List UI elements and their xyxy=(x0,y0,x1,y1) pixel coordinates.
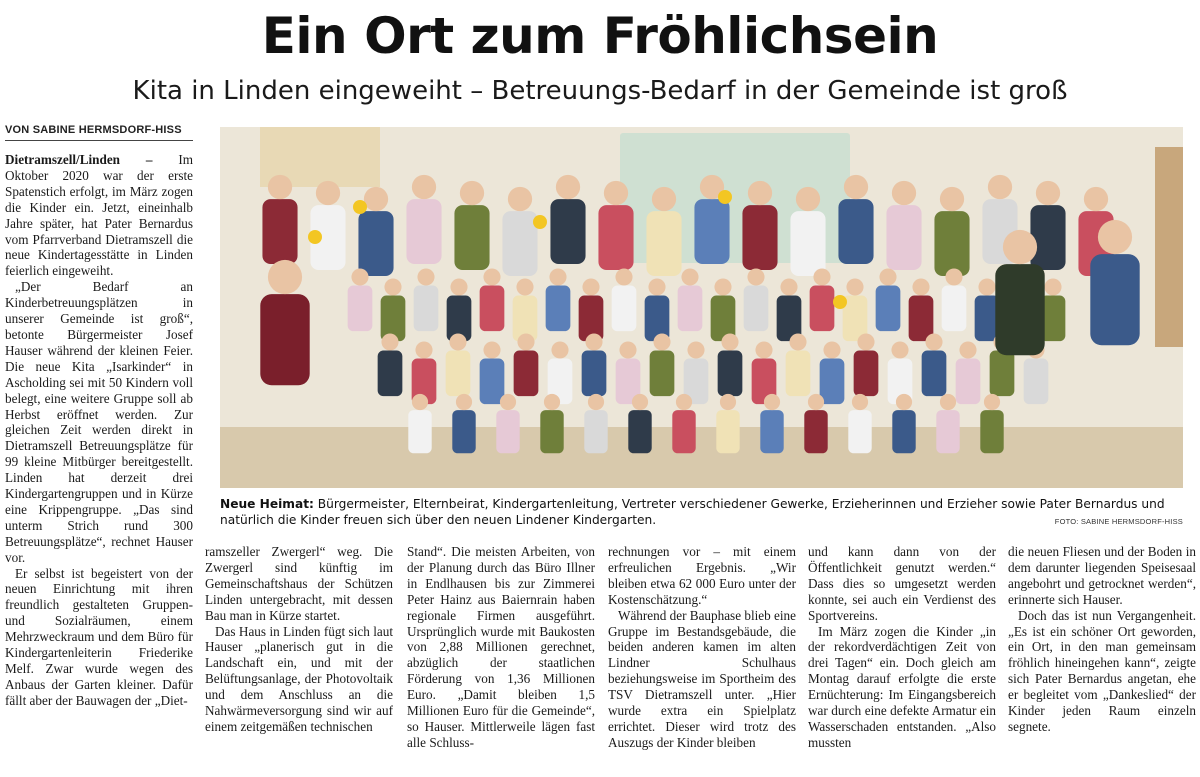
person-body xyxy=(502,211,537,276)
sunflower xyxy=(533,215,547,229)
person-head xyxy=(891,341,908,358)
article-column-2 xyxy=(205,544,393,774)
person-head xyxy=(450,278,467,295)
person-body xyxy=(936,410,959,453)
person-body xyxy=(612,286,637,332)
person-head xyxy=(585,333,602,350)
person-body xyxy=(760,410,783,453)
person-body xyxy=(406,199,441,264)
person-head xyxy=(516,278,533,295)
caption-label: Neue Heimat: xyxy=(220,497,314,511)
person-head xyxy=(556,175,580,199)
article-headline: Ein Ort zum Fröhlichsein xyxy=(261,7,939,65)
person-head xyxy=(653,333,670,350)
person-body xyxy=(886,205,921,270)
person-body xyxy=(540,410,563,453)
sunflower xyxy=(718,190,732,204)
person-head xyxy=(517,333,534,350)
person-body xyxy=(838,199,873,264)
person-body xyxy=(550,199,585,264)
person-body xyxy=(598,205,633,270)
person-head xyxy=(619,341,636,358)
sunflower xyxy=(833,295,847,309)
person-body xyxy=(980,410,1003,453)
person-head xyxy=(588,394,604,410)
photo-floor xyxy=(220,427,1183,488)
group-photo-illustration xyxy=(220,127,1183,488)
person-head xyxy=(852,394,868,410)
person-head xyxy=(808,394,824,410)
person-head xyxy=(879,268,896,285)
person-head xyxy=(412,394,428,410)
person-head xyxy=(813,268,830,285)
person-head xyxy=(483,268,500,285)
person-body xyxy=(628,410,651,453)
person-head xyxy=(456,394,472,410)
person-head xyxy=(857,333,874,350)
article-paragraph: Doch das ist nun Vergangenheit. „Es ist ein schöner Ort geworden, ein Ort, in den man gemeinsam fröhlich hineingehen kann“, zeigte sich Pater Bernardus angetan, ehe er begleitet vom „Dankeslied“ der Kinder jeden Raum einzeln segnete. xyxy=(1008,607,1196,734)
person-body xyxy=(678,286,703,332)
person-body xyxy=(694,199,729,264)
person-head xyxy=(483,341,500,358)
person-body xyxy=(995,264,1044,355)
person-head xyxy=(755,341,772,358)
photo-door-frame xyxy=(1155,147,1183,347)
person-body xyxy=(718,351,743,397)
person-body xyxy=(260,294,309,385)
article-column-3 xyxy=(407,544,595,774)
person-head xyxy=(988,175,1012,199)
article-paragraph: ramszeller Zwergerl“ weg. Die Zwergerl sind künftig im Gemeinschaftshaus der Schützen Linden untergebracht, mit dessen Bau man in Kürze startet. xyxy=(205,544,393,623)
person-body xyxy=(990,351,1015,397)
person-body xyxy=(934,211,969,276)
person-head xyxy=(417,268,434,285)
person-head xyxy=(959,341,976,358)
person-head xyxy=(844,175,868,199)
person-body xyxy=(786,351,811,397)
person-body xyxy=(546,286,571,332)
person-head xyxy=(945,268,962,285)
person-body xyxy=(514,351,539,397)
person-head xyxy=(500,394,516,410)
person-body xyxy=(414,286,439,332)
person-head xyxy=(912,278,929,295)
person-head xyxy=(604,181,628,205)
person-head xyxy=(1044,278,1061,295)
person-head xyxy=(615,268,632,285)
person-body xyxy=(446,351,471,397)
person-head xyxy=(268,175,292,199)
person-head xyxy=(789,333,806,350)
article-paragraph: Stand“. Die meisten Arbeiten, von der Planung durch das Büro Illner in Endlhausen bis zur Zimmerei Peter Hainz aus Baiernrain haben regionale Firmen ausgeführt. Ursprünglich wurde mit Baukosten von 2,88 Millionen gerechnet, abzüglich der staatlichen Förderung von 1,36 Millionen Euro. „Damit bleiben 1,5 Millionen Euro für die Gemeinde“, so Hauser. Mittlerweile lägen fast alle Schluss- xyxy=(407,544,595,750)
article-paragraph xyxy=(5,152,193,279)
person-body xyxy=(810,286,835,332)
article-paragraph: Im März zogen die Kinder „in der rekordverdächtigen Zeit von drei Tagen“ ein. Doch gleich am Montag darauf erfolgte die erste Ernüchterung: Im Eingangsbereich war durch eine defekte Armatur ein Wasserschaden entstanden. „Also mussten xyxy=(808,623,996,750)
person-head xyxy=(714,278,731,295)
person-body xyxy=(909,296,934,342)
article-column-5 xyxy=(808,544,996,774)
article-paragraph: Er selbst ist begeistert von der neuen Einrichtung mit ihren freundlich gestalteten Gruppen- und Sozialräumen, einem Mehrzweckraum und dem Büro für Kindergartenleiterin Friederike Melf. Zwar wurde wegen des Anbaus der Garten kleiner. Dafür fällt aber der Bauwagen der „Diet- xyxy=(5,565,193,708)
person-head xyxy=(316,181,340,205)
person-head xyxy=(1098,220,1132,254)
person-head xyxy=(796,187,820,211)
person-head xyxy=(1003,230,1037,264)
person-head xyxy=(978,278,995,295)
person-body xyxy=(582,351,607,397)
person-head xyxy=(940,394,956,410)
photo-caption xyxy=(220,496,1183,528)
person-body xyxy=(876,286,901,332)
group-photo xyxy=(220,127,1183,488)
person-body xyxy=(790,211,825,276)
person-head xyxy=(681,268,698,285)
person-head xyxy=(415,341,432,358)
article-subheadline: Kita in Linden eingeweiht – Betreuungs-Bedarf in der Gemeinde ist groß xyxy=(132,76,1068,106)
person-head xyxy=(544,394,560,410)
paragraph-text: Im Oktober 2020 war der erste Spatenstich erfolgt, im März zogen die Kinder ein. Jetzt, eineinhalb Jahre später, hat Pater Bernardus vom Pfarrverband Dietramszell die neue Kindertagesstätte in Linden feierlich eingeweiht. xyxy=(5,152,193,279)
article-paragraph: Während der Bauphase blieb eine Gruppe im Bestandsgebäude, die beiden anderen kamen im alten Lindner Schulhaus beziehungsweise im Sportheim des TSV Dietramszell unter. „Hier wurde extra ein Spielplatz errichtet. Dieser wird trotz des Auszugs der Kinder bleiben xyxy=(608,607,796,750)
person-head xyxy=(648,278,665,295)
person-body xyxy=(454,205,489,270)
person-head xyxy=(896,394,912,410)
person-head xyxy=(449,333,466,350)
photo-credit: FOTO: SABINE HERMSDORF-HISS xyxy=(1054,517,1183,526)
person-head xyxy=(1084,187,1108,211)
person-body xyxy=(716,410,739,453)
article-column-1 xyxy=(5,152,193,774)
person-body xyxy=(742,205,777,270)
person-head xyxy=(720,394,736,410)
person-head xyxy=(381,333,398,350)
person-body xyxy=(672,410,695,453)
person-head xyxy=(764,394,780,410)
person-body xyxy=(408,410,431,453)
person-body xyxy=(480,359,505,405)
person-body xyxy=(1030,205,1065,270)
person-head xyxy=(687,341,704,358)
person-head xyxy=(551,341,568,358)
article-column-4 xyxy=(608,544,796,774)
person-head xyxy=(984,394,1000,410)
article-paragraph: rechnungen vor – mit einem erfreulichen Ergebnis. „Wir bleiben etwa 62 000 Euro unter der Kostenschätzung.“ xyxy=(608,544,796,607)
person-head xyxy=(364,187,388,211)
article-byline: VON SABINE HERMSDORF-HISS xyxy=(5,124,193,141)
person-body xyxy=(496,410,519,453)
article-paragraph: „Der Bedarf an Kinderbetreuungsplätzen in unserer Gemeinde ist groß“, betonte Bürgermeister Josef Hauser während der kleinen Feier. Die neue Kita „Isarkinder“ in Ascholding sei mit 50 Kindern voll belegt, eine weitere Gruppe soll ab Herbst eröffnet werden. Zur gleichen Zeit werden direkt in Dietramszell Betreuungsplätze für 99 kleine Mitbürger bereitgestellt. Linden hat derzeit drei Kindergartengruppen und in Kürze eine Krippengruppe. „Das sind unterm Strich rund 300 Betreuungsplätze“, rechnet Hauser vor. xyxy=(5,279,193,565)
article-paragraph: und kann dann von der Öffentlichkeit genutzt werden.“ Dass dies so umgesetzt werden konnte, sei auch ein Verdienst des Sportvereins. xyxy=(808,544,996,623)
person-body xyxy=(480,286,505,332)
person-body xyxy=(804,410,827,453)
caption-text: Bürgermeister, Elternbeirat, Kindergartenleitung, Vertreter verschiedener Gewerke, Erzieherinnen und Erzieher sowie Pater Bernardus und natürlich die Kinder freuen sich über den neuen Lindener Kindergarten. xyxy=(220,497,1165,527)
person-head xyxy=(268,260,302,294)
person-head xyxy=(412,175,436,199)
person-head xyxy=(460,181,484,205)
person-body xyxy=(378,351,403,397)
person-head xyxy=(721,333,738,350)
person-body xyxy=(922,351,947,397)
person-body xyxy=(892,410,915,453)
person-head xyxy=(384,278,401,295)
person-body xyxy=(262,199,297,264)
person-head xyxy=(780,278,797,295)
person-body xyxy=(584,410,607,453)
person-body xyxy=(854,351,879,397)
person-head xyxy=(632,394,648,410)
person-body xyxy=(1024,359,1049,405)
person-body xyxy=(942,286,967,332)
person-head xyxy=(892,181,916,205)
person-head xyxy=(652,187,676,211)
person-body xyxy=(744,286,769,332)
person-head xyxy=(676,394,692,410)
person-body xyxy=(820,359,845,405)
person-head xyxy=(846,278,863,295)
person-body xyxy=(348,286,373,332)
person-head xyxy=(351,268,368,285)
person-head xyxy=(925,333,942,350)
person-body xyxy=(1090,254,1139,345)
person-body xyxy=(452,410,475,453)
person-body xyxy=(646,211,681,276)
article-paragraph: Das Haus in Linden fügt sich laut Hauser „planerisch gut in die Landschaft ein, und mit der Belüftungsanlage, der Photovoltaik und dem Anschluss an die Nahwärmeversorgung sind wir auf einem zeitgemäßen technischen xyxy=(205,623,393,734)
person-head xyxy=(747,268,764,285)
dateline: Dietramszell/Linden – xyxy=(5,152,153,167)
person-head xyxy=(549,268,566,285)
person-head xyxy=(1036,181,1060,205)
person-head xyxy=(823,341,840,358)
article-paragraph: die neuen Fliesen und der Boden in dem darunter liegenden Speisesaal angebohrt und getrocknet werden“, erinnerte sich Hauser. xyxy=(1008,544,1196,607)
sunflower xyxy=(308,230,322,244)
article-column-6 xyxy=(1008,544,1196,774)
sunflower xyxy=(353,200,367,214)
person-body xyxy=(650,351,675,397)
person-head xyxy=(508,187,532,211)
person-body xyxy=(956,359,981,405)
person-body xyxy=(848,410,871,453)
person-head xyxy=(582,278,599,295)
person-head xyxy=(748,181,772,205)
person-body xyxy=(358,211,393,276)
person-head xyxy=(940,187,964,211)
